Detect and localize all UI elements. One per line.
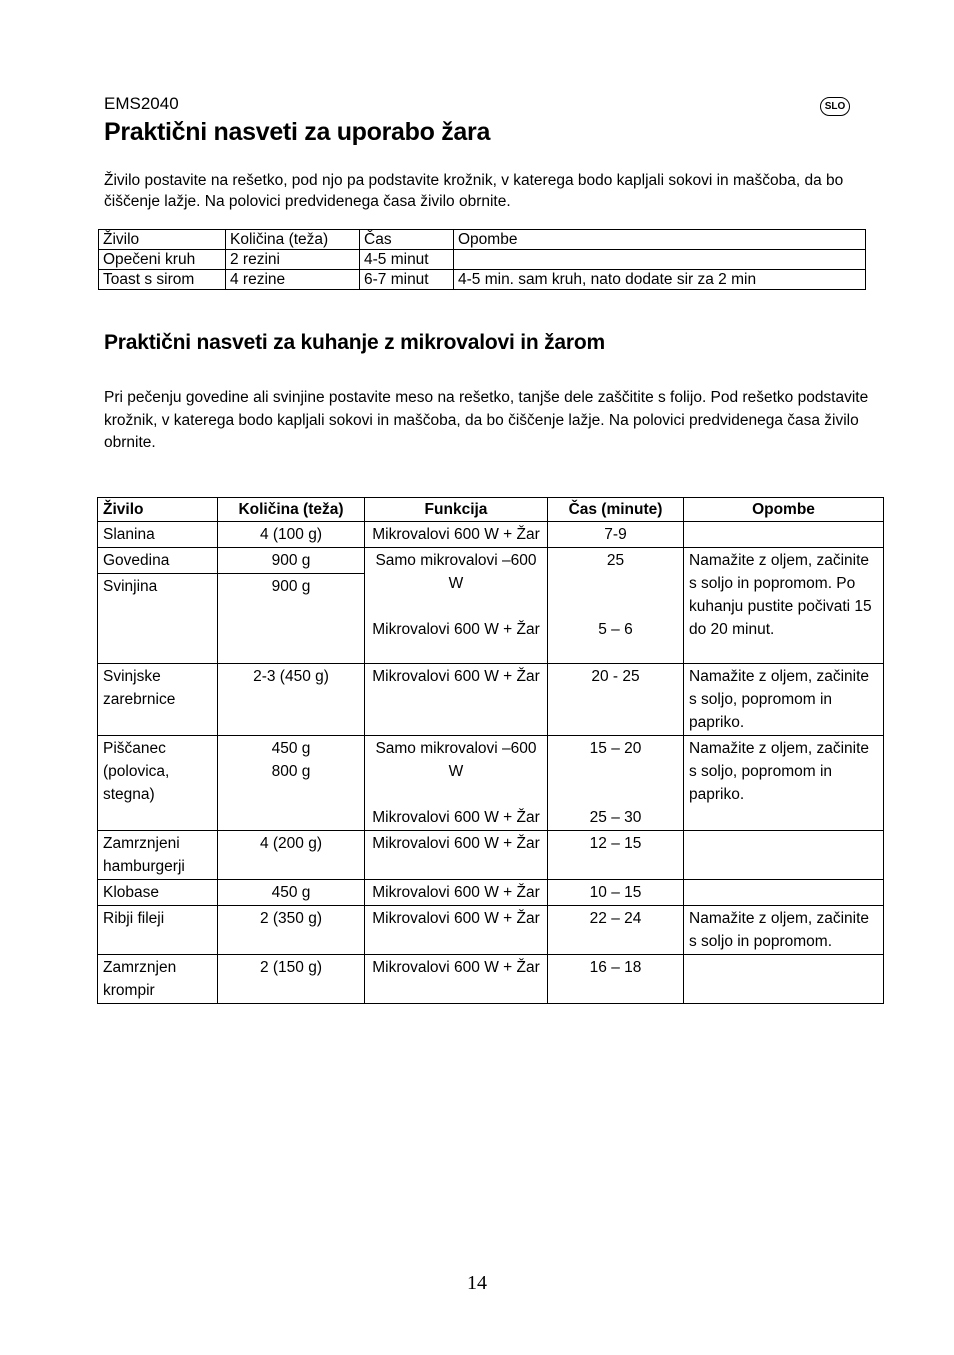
table-cell: Slanina — [98, 522, 218, 548]
time-text: 5 – 6 — [598, 621, 633, 638]
table-row — [99, 250, 866, 270]
table-cell: 20 - 25 — [548, 664, 684, 736]
table-cell: 12 – 15 — [548, 831, 684, 880]
quantity-text: 450 g — [271, 740, 311, 757]
table-cell — [684, 880, 884, 906]
table-cell — [548, 736, 684, 831]
table-cell: 2 (150 g) — [218, 955, 365, 1004]
table-row — [99, 270, 866, 290]
grill-tips-title: Praktični nasveti za uporabo žara — [104, 118, 491, 146]
table-cell: 16 – 18 — [548, 955, 684, 1004]
language-badge: SLO — [820, 97, 850, 116]
table-cell: Opečeni kruh — [99, 250, 226, 270]
function-text: Mikrovalovi 600 W + Žar — [372, 809, 540, 826]
header-cell: Živilo — [99, 230, 226, 250]
table-row — [98, 522, 884, 548]
header-cell: Opombe — [684, 498, 884, 522]
table-cell: Namažite z oljem, začinite s soljo, popromom in papriko. — [684, 664, 884, 736]
table-cell: 22 – 24 — [548, 906, 684, 955]
table-cell: 2-3 (450 g) — [218, 664, 365, 736]
table-cell: Klobase — [98, 880, 218, 906]
table-cell: 900 g — [218, 574, 365, 664]
time-text: 25 – 30 — [589, 809, 642, 826]
table-cell — [365, 548, 548, 664]
header-cell: Funkcija — [365, 498, 548, 522]
header-cell: Čas (minute) — [548, 498, 684, 522]
model-number: EMS2040 — [104, 94, 179, 113]
table-cell: 2 (350 g) — [218, 906, 365, 955]
function-text: Mikrovalovi 600 W + Žar — [372, 621, 540, 638]
table-cell: Mikrovalovi 600 W + Žar — [365, 831, 548, 880]
combi-tips-title: Praktični nasveti za kuhanje z mikrovalovi in žarom — [104, 331, 605, 354]
header-cell: Živilo — [98, 498, 218, 522]
table-row — [98, 736, 884, 831]
time-text: 15 – 20 — [589, 740, 642, 757]
table-cell: 4-5 minut — [360, 250, 454, 270]
table-cell: Namažite z oljem, začinite s soljo in popromom. — [684, 906, 884, 955]
table-cell: 900 g — [218, 548, 365, 574]
quantity-text: 800 g — [271, 763, 311, 780]
table-row — [98, 906, 884, 955]
table-row — [98, 548, 884, 574]
header-cell: Opombe — [454, 230, 866, 250]
table-cell — [684, 831, 884, 880]
table-cell: Svinjske zarebrnice — [98, 664, 218, 736]
table-cell: 4-5 min. sam kruh, nato dodate sir za 2 min — [454, 270, 866, 290]
table-cell — [684, 522, 884, 548]
table-cell: 2 rezini — [226, 250, 360, 270]
table-cell — [454, 250, 866, 270]
table-cell: 7-9 — [548, 522, 684, 548]
combi-table — [97, 497, 884, 1004]
table-row — [98, 664, 884, 736]
table-cell: Mikrovalovi 600 W + Žar — [365, 664, 548, 736]
table-cell: 4 (200 g) — [218, 831, 365, 880]
table-cell: Zamrznjen krompir — [98, 955, 218, 1004]
grill-tips-text: Živilo postavite na rešetko, pod njo pa podstavite krožnik, v katerega bodo kapljali sokovi in maščoba, da bo čiščenje lažje. Na polovici predvidenega časa živilo obrnite. — [104, 172, 844, 210]
table-row — [98, 880, 884, 906]
function-text: Samo mikrovalovi –600 W — [375, 740, 537, 780]
header-cell: Količina (teža) — [226, 230, 360, 250]
table-row — [98, 955, 884, 1004]
combi-tips-text: Pri pečenju govedine ali svinjine postavite meso na rešetko, tanjše dele zaščitite s folijo. Pod rešetko podstavite krožnik, v katerega bodo kapljali sokovi in maščoba, da bo čiščenje lažje. Na polovici predvidenega časa živilo obrnite. — [104, 389, 869, 451]
table-cell: 450 g — [218, 880, 365, 906]
table-row — [98, 831, 884, 880]
grill-table — [98, 229, 866, 290]
table-cell: 4 rezine — [226, 270, 360, 290]
table-cell: Mikrovalovi 600 W + Žar — [365, 880, 548, 906]
header-cell: Količina (teža) — [218, 498, 365, 522]
time-text: 25 — [606, 552, 625, 569]
table-cell: Namažite z oljem, začinite s soljo, popromom in papriko. — [684, 736, 884, 831]
table-header-row — [99, 230, 866, 250]
table-cell: Piščanec (polovica, stegna) — [98, 736, 218, 831]
table-cell: Namažite z oljem, začinite s soljo in popromom. Po kuhanju pustite počivati 15 do 20 minut. — [684, 548, 884, 664]
table-cell — [684, 955, 884, 1004]
table-cell — [548, 548, 684, 664]
page-number: 14 — [467, 1272, 487, 1294]
table-cell — [218, 736, 365, 831]
function-text: Samo mikrovalovi –600 W — [375, 552, 537, 592]
table-cell: Mikrovalovi 600 W + Žar — [365, 522, 548, 548]
table-cell: Govedina — [98, 548, 218, 574]
table-cell: Toast s sirom — [99, 270, 226, 290]
table-cell: Zamrznjeni hamburgerji — [98, 831, 218, 880]
table-cell — [365, 736, 548, 831]
header-cell: Čas — [360, 230, 454, 250]
table-cell: 4 (100 g) — [218, 522, 365, 548]
table-cell: 6-7 minut — [360, 270, 454, 290]
table-cell: Mikrovalovi 600 W + Žar — [365, 955, 548, 1004]
table-cell: Svinjina — [98, 574, 218, 664]
table-header-row — [98, 498, 884, 522]
table-cell: Ribji fileji — [98, 906, 218, 955]
table-cell: Mikrovalovi 600 W + Žar — [365, 906, 548, 955]
table-cell: 10 – 15 — [548, 880, 684, 906]
